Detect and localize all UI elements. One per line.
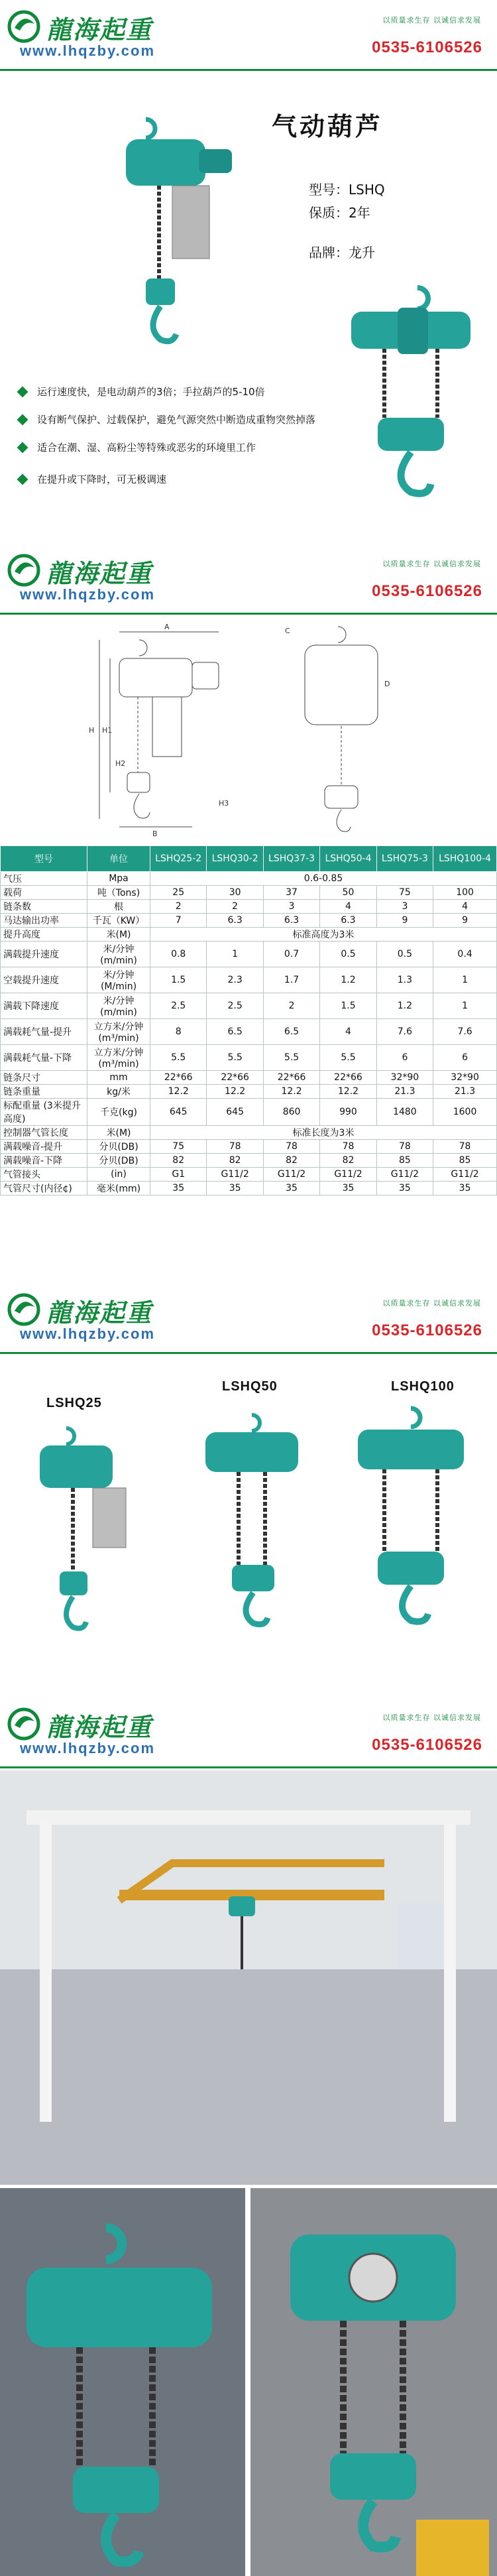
table-cell: 载荷 (1, 886, 87, 900)
table-cell: 米(M) (87, 1126, 150, 1140)
logo-text: 龍海起重 (46, 1298, 153, 1327)
logo-text: 龍海起重 (46, 558, 153, 588)
table-cell: 标配重量 (3米提升高度) (1, 1099, 87, 1126)
brand-slogan: 以质量求生存 以诚信求发展 (382, 1299, 481, 1308)
table-row (1, 900, 497, 914)
table-header-cell: LSHQ30-2 (207, 846, 263, 872)
brand-slogan: 以质量求生存 以诚信求发展 (382, 16, 481, 25)
brand-header (0, 544, 497, 617)
workshop-photo-gantry (0, 1770, 497, 2185)
table-cell: kg/米 (87, 1085, 150, 1099)
table-cell: 根 (87, 900, 150, 914)
header-divider (0, 1352, 497, 1354)
table-cell: 12.2 (263, 1085, 319, 1099)
table-cell: 2.5 (150, 993, 207, 1019)
table-cell: 9 (376, 914, 433, 928)
table-cell: 12.2 (320, 1085, 376, 1099)
dim-label-h3: H3 (219, 799, 229, 808)
table-cell: 35 (433, 1182, 497, 1196)
table-cell: 气管尺寸(内径¢) (1, 1182, 87, 1196)
table-cell: 1 (433, 993, 497, 1019)
table-row (1, 1045, 497, 1071)
table-row (1, 1168, 497, 1182)
table-cell: 米/分钟 (M/min) (87, 967, 150, 993)
table-cell: 6.3 (263, 914, 319, 928)
table-cell: 1.3 (376, 967, 433, 993)
table-cell: 1600 (433, 1099, 497, 1126)
table-cell: 37 (263, 886, 319, 900)
website-url[interactable]: www.lhqzby.com (20, 1325, 156, 1342)
brand-slogan: 以质量求生存 以诚信求发展 (382, 1713, 481, 1722)
dim-label-h: H (89, 726, 95, 735)
table-cell: 9 (433, 914, 497, 928)
table-cell: 82 (263, 1154, 319, 1168)
hoist-image-secondary (338, 285, 484, 497)
table-cell: 提升高度 (1, 928, 87, 942)
table-cell: 1.2 (376, 993, 433, 1019)
table-cell: G11/2 (320, 1168, 376, 1182)
table-cell: 吨（Tons) (87, 886, 150, 900)
dimension-drawing (86, 620, 431, 841)
table-cell: 22*66 (150, 1071, 207, 1085)
table-cell: 860 (263, 1099, 319, 1126)
table-cell: 82 (207, 1154, 263, 1168)
table-cell: 7.6 (376, 1019, 433, 1045)
spec-table (0, 845, 497, 1196)
table-row (1, 1126, 497, 1140)
table-cell: 分贝(DB) (87, 1140, 150, 1154)
table-row (1, 1019, 497, 1045)
table-cell: 35 (376, 1182, 433, 1196)
table-cell: 22*66 (263, 1071, 319, 1085)
dim-label-d: D (384, 680, 390, 688)
feature-item (19, 440, 256, 454)
bullet-diamond-icon (17, 473, 28, 485)
table-cell: 标准高度为3米 (150, 928, 497, 942)
phone-number[interactable]: 0535-6106526 (372, 38, 482, 56)
table-row (1, 1085, 497, 1099)
table-cell: 0.5 (320, 942, 376, 967)
table-cell: 7.6 (433, 1019, 497, 1045)
table-cell: 0.6-0.85 (150, 872, 497, 886)
table-cell: 78 (376, 1140, 433, 1154)
table-row (1, 1071, 497, 1085)
table-cell: 气压 (1, 872, 87, 886)
table-cell: 2.5 (207, 993, 263, 1019)
table-header-cell: 型号 (1, 846, 87, 872)
table-cell: Mpa (87, 872, 150, 886)
table-cell: G11/2 (207, 1168, 263, 1182)
dim-label-h1: H1 (102, 726, 113, 735)
table-header-cell: LSHQ75-3 (376, 846, 433, 872)
table-cell: 85 (433, 1154, 497, 1168)
table-cell: 2 (150, 900, 207, 914)
table-row (1, 914, 497, 928)
table-row (1, 872, 497, 886)
table-cell: 82 (150, 1154, 207, 1168)
table-cell: 6.5 (207, 1019, 263, 1045)
table-cell: 满载噪音-下降 (1, 1154, 87, 1168)
table-cell: 标准长度为3米 (150, 1126, 497, 1140)
table-cell: 78 (263, 1140, 319, 1154)
header-divider (0, 69, 497, 71)
model-line: 型号：LSHQ (309, 182, 385, 198)
bullet-diamond-icon (17, 414, 28, 425)
website-url[interactable]: www.lhqzby.com (20, 586, 156, 603)
table-cell: G11/2 (263, 1168, 319, 1182)
table-row (1, 993, 497, 1019)
table-cell: 12.2 (207, 1085, 263, 1099)
table-cell: 32*90 (433, 1071, 497, 1085)
table-cell: 6.5 (263, 1019, 319, 1045)
hoist-image-lshq50 (192, 1412, 311, 1634)
feature-text: 在提升或下降时，可无极调速 (37, 473, 167, 485)
product-title: 气动葫芦 (272, 112, 384, 141)
table-cell: 30 (207, 886, 263, 900)
table-header-cell: 单位 (87, 846, 150, 872)
workshop-photo-hoist-closeup (0, 2188, 245, 2576)
workshop-photo-hoist-front (250, 2188, 497, 2576)
table-cell: G11/2 (376, 1168, 433, 1182)
table-cell: 21.3 (376, 1085, 433, 1099)
table-cell: 990 (320, 1099, 376, 1126)
model-label-lshq50: LSHQ50 (222, 1379, 278, 1394)
table-cell: 3 (263, 900, 319, 914)
table-cell: 78 (207, 1140, 263, 1154)
table-cell: 4 (320, 900, 376, 914)
feature-text: 适合在潮、湿、高粉尘等特殊或恶劣的环境里工作 (37, 442, 256, 454)
table-header-cell: LSHQ37-3 (263, 846, 319, 872)
hoist-image-lshq25 (27, 1426, 146, 1640)
table-header-cell: LSHQ50-4 (320, 846, 376, 872)
table-cell: 6 (433, 1045, 497, 1071)
feature-text: 设有断气保护、过载保护，避免气源突然中断造成重物突然掉落 (37, 414, 316, 426)
table-cell: 米/分钟 (m/min) (87, 942, 150, 967)
table-cell: 满载耗气量-提升 (1, 1019, 87, 1045)
table-cell: 1.7 (263, 967, 319, 993)
table-cell: 5.5 (263, 1045, 319, 1071)
feature-text: 运行速度快，是电动葫芦的3倍；手拉葫芦的5-10倍 (37, 386, 265, 398)
hoist-image-lshq100 (345, 1406, 477, 1634)
dim-label-h2: H2 (115, 759, 126, 768)
table-cell: 78 (320, 1140, 376, 1154)
table-cell: 满载耗气量-下降 (1, 1045, 87, 1071)
table-cell: 35 (263, 1182, 319, 1196)
logo-emblem-icon (5, 552, 45, 591)
table-cell: 0.7 (263, 942, 319, 967)
table-cell: 12.2 (150, 1085, 207, 1099)
table-cell: 1.5 (320, 993, 376, 1019)
table-cell: 0.8 (150, 942, 207, 967)
table-cell: 链条重量 (1, 1085, 87, 1099)
table-row (1, 1154, 497, 1168)
table-cell: 链条数 (1, 900, 87, 914)
table-cell: 毫米(mm) (87, 1182, 150, 1196)
table-cell: 82 (320, 1154, 376, 1168)
table-cell: 马达输出功率 (1, 914, 87, 928)
table-cell: 1 (433, 967, 497, 993)
table-cell: 2 (207, 900, 263, 914)
phone-number[interactable]: 0535-6106526 (372, 1321, 482, 1339)
feature-item (19, 412, 315, 426)
table-cell: 7 (150, 914, 207, 928)
table-header-row (1, 846, 497, 872)
table-row (1, 1140, 497, 1154)
table-cell: mm (87, 1071, 150, 1085)
table-row (1, 928, 497, 942)
table-cell: 3 (376, 900, 433, 914)
table-cell: 78 (433, 1140, 497, 1154)
table-cell: 满载提升速度 (1, 942, 87, 967)
brand-line: 品牌：龙升 (309, 245, 375, 261)
table-cell: 满载噪音-提升 (1, 1140, 87, 1154)
table-header-cell: LSHQ25-2 (150, 846, 207, 872)
warranty-line: 保质：2年 (309, 205, 370, 221)
table-cell: 空载提升速度 (1, 967, 87, 993)
table-cell: 米(M) (87, 928, 150, 942)
dim-label-a: A (164, 623, 170, 631)
model-label-lshq25: LSHQ25 (46, 1396, 102, 1410)
table-cell: 5.5 (150, 1045, 207, 1071)
brand-header (0, 0, 497, 73)
dim-label-c: C (285, 627, 290, 635)
table-cell: 75 (150, 1140, 207, 1154)
table-cell: 21.3 (433, 1085, 497, 1099)
table-cell: 75 (376, 886, 433, 900)
table-cell: 32*90 (376, 1071, 433, 1085)
logo-text: 龍海起重 (46, 15, 153, 44)
table-cell: 8 (150, 1019, 207, 1045)
table-row (1, 1099, 497, 1126)
phone-number[interactable]: 0535-6106526 (372, 1736, 482, 1754)
table-cell: (in) (87, 1168, 150, 1182)
table-row (1, 967, 497, 993)
table-cell: 1480 (376, 1099, 433, 1126)
table-cell: 立方米/分钟 (m³/min) (87, 1045, 150, 1071)
table-cell: 2 (263, 993, 319, 1019)
table-cell: 645 (150, 1099, 207, 1126)
table-cell: 1.5 (150, 967, 207, 993)
table-cell: 50 (320, 886, 376, 900)
table-cell: 链条尺寸 (1, 1071, 87, 1085)
brand-header (0, 1283, 497, 1356)
table-cell: 千克(kg) (87, 1099, 150, 1126)
table-cell: 100 (433, 886, 497, 900)
table-cell: 米/分钟 (m/min) (87, 993, 150, 1019)
logo-text: 龍海起重 (46, 1712, 153, 1742)
brand-slogan: 以质量求生存 以诚信求发展 (382, 560, 481, 568)
website-url[interactable]: www.lhqzby.com (20, 42, 156, 59)
table-cell: 2.3 (207, 967, 263, 993)
table-cell: 5.5 (320, 1045, 376, 1071)
table-row (1, 942, 497, 967)
logo-emblem-icon (5, 1291, 45, 1331)
table-cell: 满载下降速度 (1, 993, 87, 1019)
hoist-image-main (99, 113, 245, 365)
phone-number[interactable]: 0535-6106526 (372, 582, 482, 600)
brand-header (0, 1697, 497, 1770)
table-cell: 35 (150, 1182, 207, 1196)
table-cell: 气管接头 (1, 1168, 87, 1182)
table-cell: 1.2 (320, 967, 376, 993)
table-cell: 5.5 (207, 1045, 263, 1071)
table-header-cell: LSHQ100-4 (433, 846, 497, 872)
dim-label-b: B (152, 829, 158, 838)
table-cell: 35 (207, 1182, 263, 1196)
bullet-diamond-icon (17, 386, 28, 397)
table-cell: 0.5 (376, 942, 433, 967)
table-cell: 4 (320, 1019, 376, 1045)
table-row (1, 1182, 497, 1196)
table-cell: 0.4 (433, 942, 497, 967)
table-cell: G1 (150, 1168, 207, 1182)
logo-emblem-icon (5, 8, 45, 48)
table-cell: 645 (207, 1099, 263, 1126)
table-cell: G11/2 (433, 1168, 497, 1182)
table-cell: 6.3 (320, 914, 376, 928)
logo-emblem-icon (5, 1705, 45, 1745)
feature-item (19, 472, 166, 486)
table-cell: 85 (376, 1154, 433, 1168)
table-cell: 分贝(DB) (87, 1154, 150, 1168)
table-cell: 22*66 (207, 1071, 263, 1085)
table-cell: 千瓦（KW） (87, 914, 150, 928)
table-cell: 22*66 (320, 1071, 376, 1085)
header-divider (0, 1766, 497, 1768)
bullet-diamond-icon (17, 442, 28, 453)
table-cell: 1 (207, 942, 263, 967)
table-cell: 立方米/分钟 (m³/min) (87, 1019, 150, 1045)
table-row (1, 886, 497, 900)
table-cell: 35 (320, 1182, 376, 1196)
feature-item (19, 385, 265, 399)
table-cell: 6 (376, 1045, 433, 1071)
table-cell: 6.3 (207, 914, 263, 928)
table-cell: 4 (433, 900, 497, 914)
website-url[interactable]: www.lhqzby.com (20, 1740, 156, 1756)
header-divider (0, 613, 497, 615)
table-cell: 25 (150, 886, 207, 900)
table-cell: 控制器气管长度 (1, 1126, 87, 1140)
model-label-lshq100: LSHQ100 (391, 1379, 455, 1394)
